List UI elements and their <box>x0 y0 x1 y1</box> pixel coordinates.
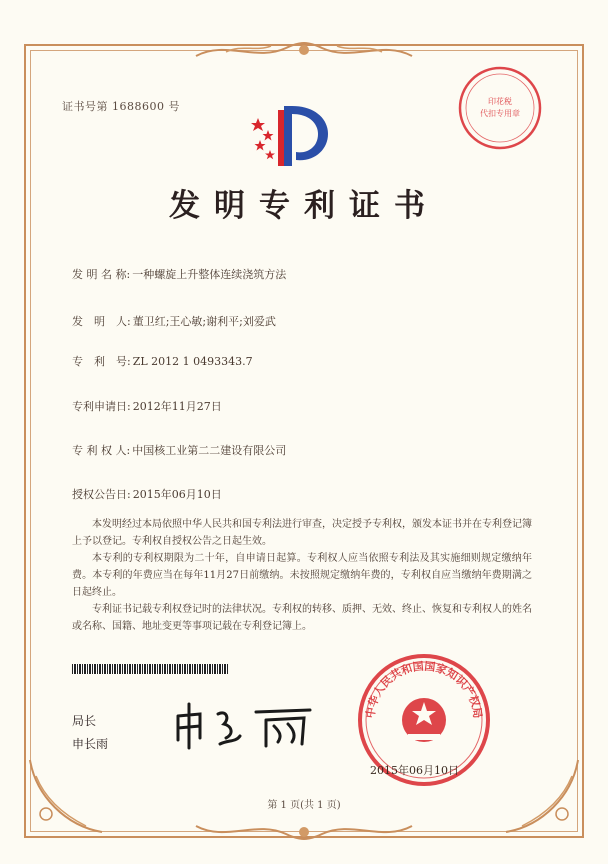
certificate-number-suffix: 号 <box>168 100 180 113</box>
field-invention-name <box>72 266 286 282</box>
issue-date: 2015年06月10日 <box>370 764 459 777</box>
field-inventors <box>72 313 276 329</box>
svg-text:印花税: 印花税 <box>488 97 512 106</box>
patent-office-logo-icon <box>248 100 332 172</box>
signatory-name: 申长雨 <box>72 737 109 751</box>
field-application-date <box>72 398 222 414</box>
field-label: 发 明 名 称: <box>72 268 131 281</box>
certificate-number-value: 1688600 <box>112 100 165 113</box>
barcode <box>72 664 228 674</box>
certificate-body <box>72 516 532 635</box>
body-paragraph: 专利证书记载专利权登记时的法律状况。专利权的转移、质押、无效、终止、恢复和专利权人的姓名或名称、国籍、地址变更等事项记载在专利登记簿上。 <box>72 604 532 632</box>
handwritten-signature <box>170 696 320 752</box>
body-paragraph: 本专利的专利权期限为二十年，自申请日起算。专利权人应当依照专利法及其实施细则规定缴纳年费。本专利的年费应当在每年11月27日前缴纳。未按照规定缴纳年费的，专利权自应当缴纳年费期满之日起终止。 <box>72 553 532 598</box>
field-patent-number <box>72 353 253 369</box>
field-label: 专 利 权 人: <box>72 444 131 457</box>
field-value: 一种螺旋上升整体连续浇筑方法 <box>132 268 287 281</box>
field-value: ZL 2012 1 0493343.7 <box>132 355 253 368</box>
field-value: 2015年06月10日 <box>132 488 222 501</box>
body-paragraph: 本发明经过本局依照中华人民共和国专利法进行审查，决定授予专利权，颁发本证书并在专利登记簿上予以登记。专利权自授权公告之日起生效。 <box>72 519 532 547</box>
field-value: 2012年11月27日 <box>132 400 222 413</box>
bottom-ornament <box>186 818 422 844</box>
page-footer: 第 1 页(共 1 页) <box>267 800 341 811</box>
agency-seal-small <box>456 64 544 152</box>
signatory-role: 局长 <box>72 714 97 728</box>
field-patentee <box>72 442 286 458</box>
field-value: 中国核工业第二二建设有限公司 <box>132 444 287 457</box>
certificate-title: 发明专利证书 <box>169 188 439 224</box>
certificate-number-label: 证书号第 <box>62 100 108 113</box>
top-ornament <box>186 38 422 64</box>
seal-text: 中华人民共和国国家知识产权局 <box>363 659 485 720</box>
svg-text:代扣专用章: 代扣专用章 <box>480 109 520 118</box>
field-value: 董卫红;王心敏;谢利平;刘爱武 <box>132 315 276 328</box>
field-label: 专 利 号: <box>72 355 131 368</box>
field-label: 发 明 人: <box>72 315 131 328</box>
field-label: 专利申请日: <box>72 400 131 413</box>
field-grant-date <box>72 486 222 502</box>
field-label: 授权公告日: <box>72 488 131 501</box>
certificate-number <box>62 98 180 114</box>
